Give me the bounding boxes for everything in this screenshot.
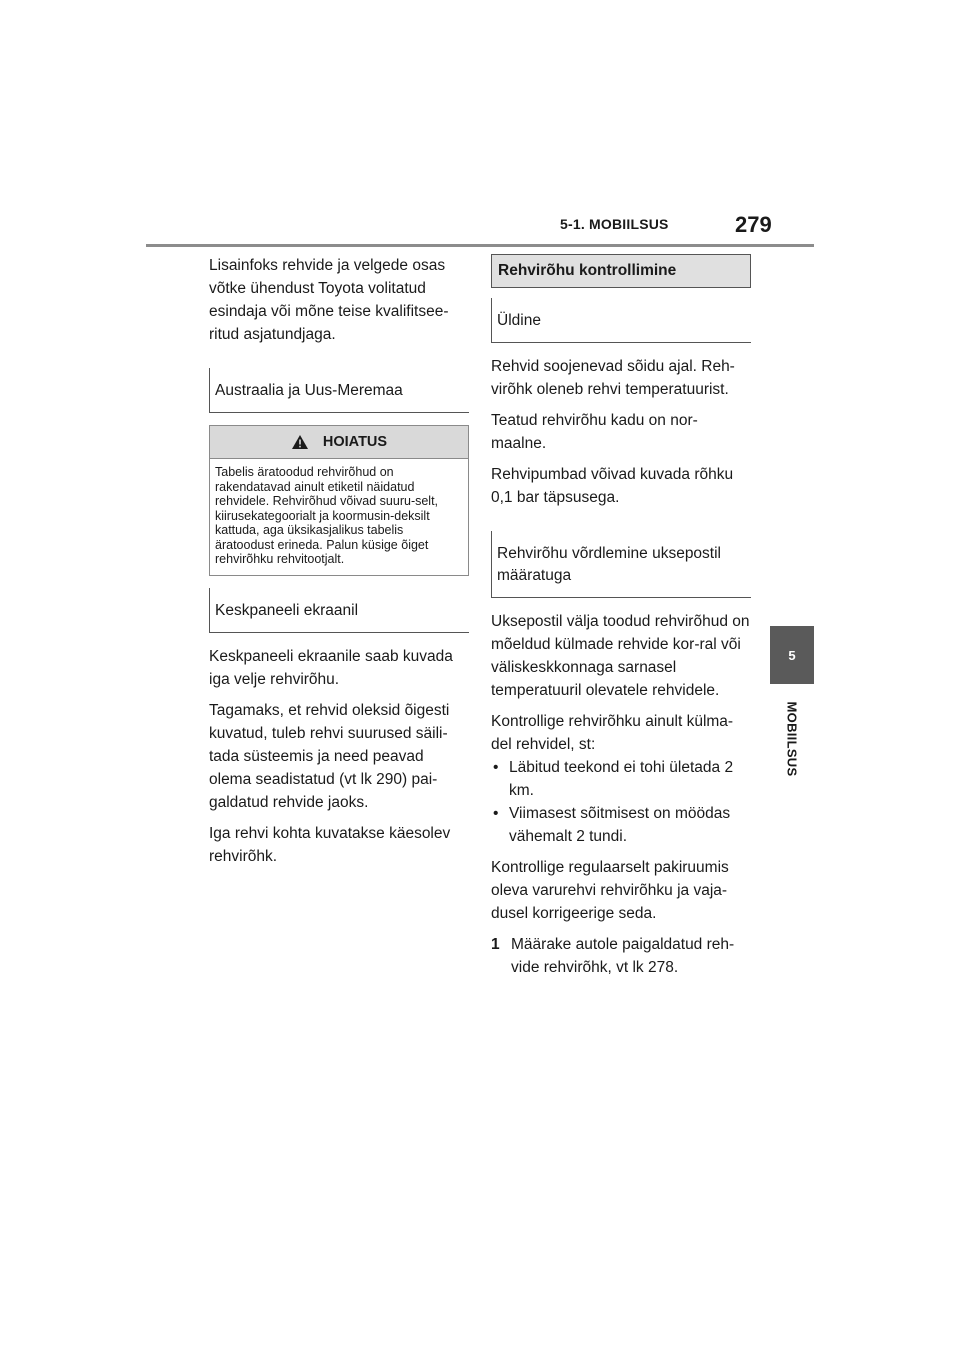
step-item [491,933,751,979]
paragraph: Kontrollige rehvirõhku ainult külma-del rehvidel, st: [491,713,734,753]
warning-triangle-icon [291,434,309,450]
intro-paragraph: Lisainfoks rehvide ja velgede osas võtke ühendust Toyota volitatud esindaja või mõne teise kvalifitsee-ritud asjatundjaga. [209,257,449,343]
subheading-center-display: Keskpaneeli ekraanil [209,588,469,633]
subheading-australia: Austraalia ja Uus-Meremaa [209,368,469,413]
warning-text: Tabelis äratoodud rehvirõhud on rakendatavad ainult etiketil näidatud rehvidele. Rehvirõhud võivad suuru-selt, kiirusekategoorialt ja koormusin-deksilt kattuda, aga üksikasjalikus tabelis äratoodust erineda. Palun küsige õiget rehvirõhku rehvitootjalt. [215,465,439,566]
chapter-label: MOBIILSUS [784,701,800,777]
section-heading-box: Rehvirõhu kontrollimine [491,254,751,288]
paragraph: Rehvipumbad võivad kuvada rõhku 0,1 bar täpsusega. [491,466,734,506]
warning-title: HOIATUS [322,434,388,450]
chapter-tab-label [770,684,814,794]
warning-box [209,425,469,576]
paragraph: Keskpaneeli ekraanile saab kuvada iga velje rehvirõhu. [209,647,453,688]
left-column [209,254,469,876]
spacer [491,517,751,531]
section-title: 5-1. MOBIILSUS [560,216,669,232]
step-number: 1 [491,936,500,953]
warning-header [210,426,468,459]
paragraph: Iga rehvi kohta kuvatakse käesolev rehvirõhk. [209,824,451,865]
right-column [491,254,751,979]
conditions-list [491,756,751,848]
step-text: Määrake autole paigaldatud reh-vide rehvirõhk, vt lk 278. [511,936,735,976]
subheading-general: Üldine [491,298,751,343]
paragraph: Teatud rehvirõhu kadu on nor-maalne. [491,412,698,452]
paragraph: Rehvid soojenevad sõidu ajal. Reh-virõhk oleneb rehvi temperatuurist. [491,358,735,398]
paragraph: Kontrollige regulaarselt pakiruumis oleva varurehvi rehvirõhku ja vaja-dusel korrigeerige seda. [491,859,729,922]
list-item: • Läbitud teekond ei tohi ületada 2 km. [491,756,751,802]
header-divider [146,244,814,247]
page-number: 279 [735,212,772,237]
list-item: • Viimasest sõitmisest on möödas vähemalt 2 tundi. [491,802,751,848]
paragraph: Tagamaks, et rehvid oleksid õigesti kuvatud, tuleb rehvi suurused säili-tada süsteemis ja need peavad olema seadistatud (vt lk 290) pai-galdatud rehvide jaoks. [209,701,450,811]
spacer [209,354,469,368]
chapter-tab-number [770,626,814,684]
chapter-number: 5 [788,647,796,663]
paragraph: Uksepostil välja toodud rehvirõhud on mõeldud külmade rehvide kor-ral või väliskeskkonnaga sarnasel temperatuuril olevatele rehvidele. [491,613,750,699]
subheading-door-pillar: Rehvirõhu võrdlemine uksepostil määratuga [491,531,751,598]
